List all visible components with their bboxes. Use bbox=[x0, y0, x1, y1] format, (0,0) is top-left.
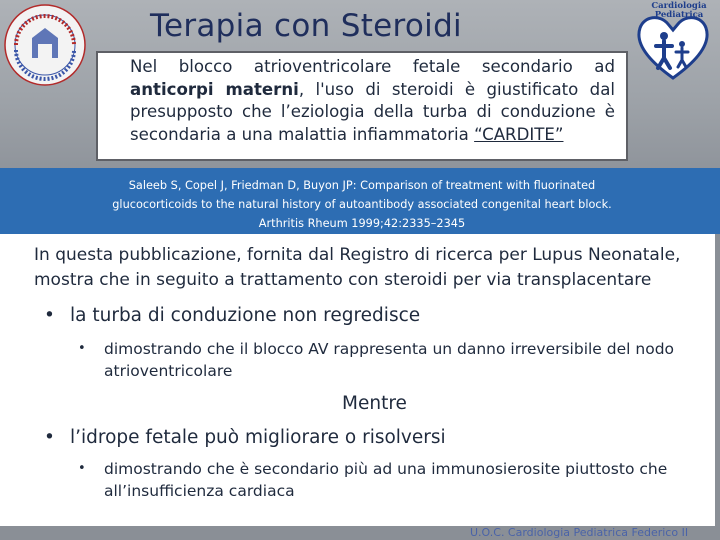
content-paragraph: In questa pubblicazione, fornita dal Registro di ricerca per Lupus Neonatale, mostra che in seguito a trattamento con steroidi per via transplacentare bbox=[34, 245, 681, 290]
sub-bullet-marker: • bbox=[78, 461, 86, 476]
bullet-marker: • bbox=[44, 427, 55, 448]
mentre-label: Mentre bbox=[342, 393, 407, 414]
slide-title: Terapia con Steroidi bbox=[150, 8, 462, 44]
bullet-item-1 bbox=[44, 305, 420, 326]
sub-bullet-text-2: dimostrando che è secondario più ad una immunosierosite piuttosto che all’insufficienza cardiaca bbox=[104, 460, 668, 500]
intro-bold: anticorpi materni bbox=[130, 79, 299, 99]
bullet-text-1: la turba di conduzione non regredisce bbox=[70, 305, 421, 326]
logo-caption bbox=[646, 2, 712, 20]
footer-text: U.O.C. Cardiologia Pediatrica Federico II bbox=[470, 526, 689, 539]
institution-seal-icon bbox=[2, 2, 88, 88]
bullet-item-2 bbox=[44, 427, 446, 448]
sub-bullet-text-1: dimostrando che il blocco AV rappresenta un danno irreversibile del nodo atrioventricolare bbox=[104, 340, 675, 380]
logo-caption-line2: Pediatrica bbox=[654, 10, 704, 20]
sub-bullet-item-2 bbox=[78, 458, 714, 502]
bullet-marker: • bbox=[44, 305, 55, 326]
citation-text: Saleeb S, Copel J, Friedman D, Buyon JP: Comparison of treatment with fluorinated glucocorticoids to the natural history of autoantibody associated congenital heart block. Arthritis Rheum 1999;42:2335–2345 bbox=[112, 179, 612, 230]
bullet-text-2: l’idrope fetale può migliorare o risolversi bbox=[70, 427, 446, 448]
intro-part1: Nel blocco atrioventricolare fetale secondario ad bbox=[130, 57, 615, 76]
intro-underlined: “CARDITE” bbox=[474, 124, 564, 144]
sub-bullet-item-1 bbox=[78, 338, 714, 382]
sub-bullet-marker: • bbox=[78, 341, 86, 356]
logo-caption-line1: Cardiologia bbox=[651, 1, 707, 11]
intro-part2: , l'uso di steroidi è giustificato dal presupposto che l’eziologia della turba di conduzione è secondaria a una malattia infiammatoria bbox=[130, 79, 615, 144]
intro-paragraph bbox=[130, 56, 615, 146]
